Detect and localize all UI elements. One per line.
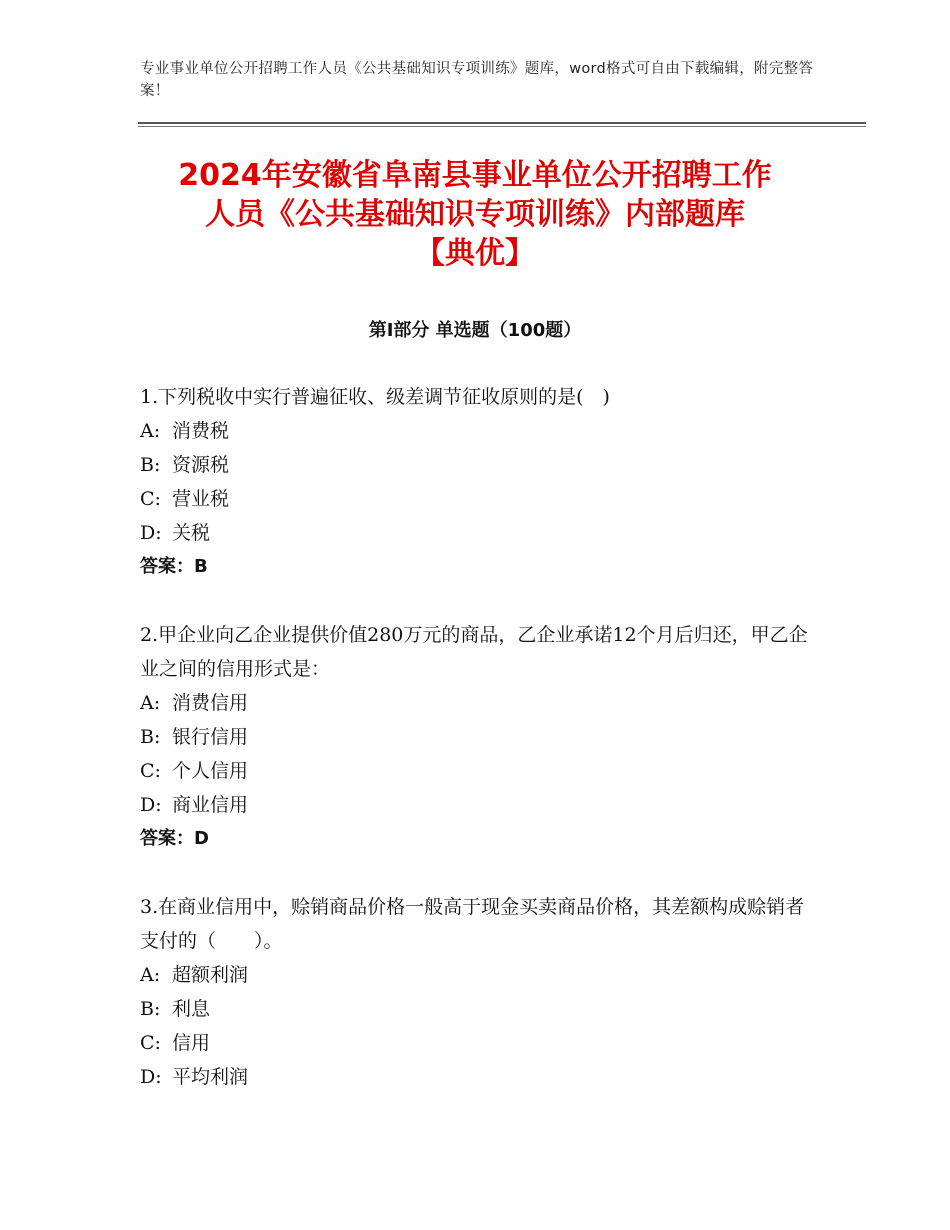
option-text: 资源税 — [172, 454, 230, 476]
question-option — [140, 754, 820, 788]
header-divider — [138, 122, 866, 124]
option-text: 信用 — [172, 1032, 211, 1054]
header-note: 专业事业单位公开招聘工作人员《公共基础知识专项训练》题库，word格式可自由下载编辑，附完整答案！ — [140, 61, 814, 99]
question-stem: 3.在商业信用中，赊销商品价格一般高于现金买卖商品价格，其差额构成赊销者支付的（ ）。 — [140, 896, 805, 952]
question-answer: 答案：B — [140, 556, 208, 577]
option-key: D: — [140, 1066, 162, 1088]
option-key: B: — [140, 998, 161, 1020]
header-divider-thin — [138, 126, 866, 127]
option-key: A: — [140, 964, 161, 986]
question-item — [140, 890, 820, 1094]
option-text: 银行信用 — [172, 726, 249, 748]
question-option — [140, 720, 820, 754]
option-text: 商业信用 — [172, 794, 249, 816]
question-list — [140, 380, 820, 1128]
question-option — [140, 958, 820, 992]
question-option — [140, 1060, 820, 1094]
option-text: 超额利润 — [172, 964, 249, 986]
question-option — [140, 992, 820, 1026]
question-option — [140, 482, 820, 516]
question-option — [140, 516, 820, 550]
option-key: A: — [140, 420, 161, 442]
question-stem: 2.甲企业向乙企业提供价值280万元的商品，乙企业承诺12个月后归还，甲乙企业之间的信用形式是： — [140, 624, 808, 680]
option-text: 营业税 — [172, 488, 230, 510]
document-title — [120, 156, 830, 273]
title-line: 2024年安徽省阜南县事业单位公开招聘工作 — [178, 158, 772, 193]
question-item — [140, 618, 820, 856]
question-option — [140, 448, 820, 482]
option-text: 消费税 — [172, 420, 230, 442]
option-key: B: — [140, 454, 161, 476]
option-text: 个人信用 — [172, 760, 249, 782]
question-option — [140, 686, 820, 720]
option-text: 平均利润 — [172, 1066, 249, 1088]
question-option — [140, 1026, 820, 1060]
question-option — [140, 414, 820, 448]
question-answer: 答案：D — [140, 828, 209, 849]
title-line: 人员《公共基础知识专项训练》内部题库 — [205, 197, 745, 232]
option-key: C: — [140, 760, 161, 782]
option-key: C: — [140, 488, 161, 510]
option-key: C: — [140, 1032, 161, 1054]
section-heading: 第Ⅰ部分 单选题（100题） — [368, 320, 582, 341]
option-text: 消费信用 — [172, 692, 249, 714]
option-text: 关税 — [172, 522, 211, 544]
option-text: 利息 — [172, 998, 211, 1020]
option-key: B: — [140, 726, 161, 748]
option-key: D: — [140, 522, 162, 544]
option-key: A: — [140, 692, 161, 714]
option-key: D: — [140, 794, 162, 816]
title-line: 【典优】 — [415, 236, 535, 271]
question-option — [140, 788, 820, 822]
question-stem: 1.下列税收中实行普遍征收、级差调节征收原则的是( ) — [140, 386, 610, 408]
question-item — [140, 380, 820, 584]
